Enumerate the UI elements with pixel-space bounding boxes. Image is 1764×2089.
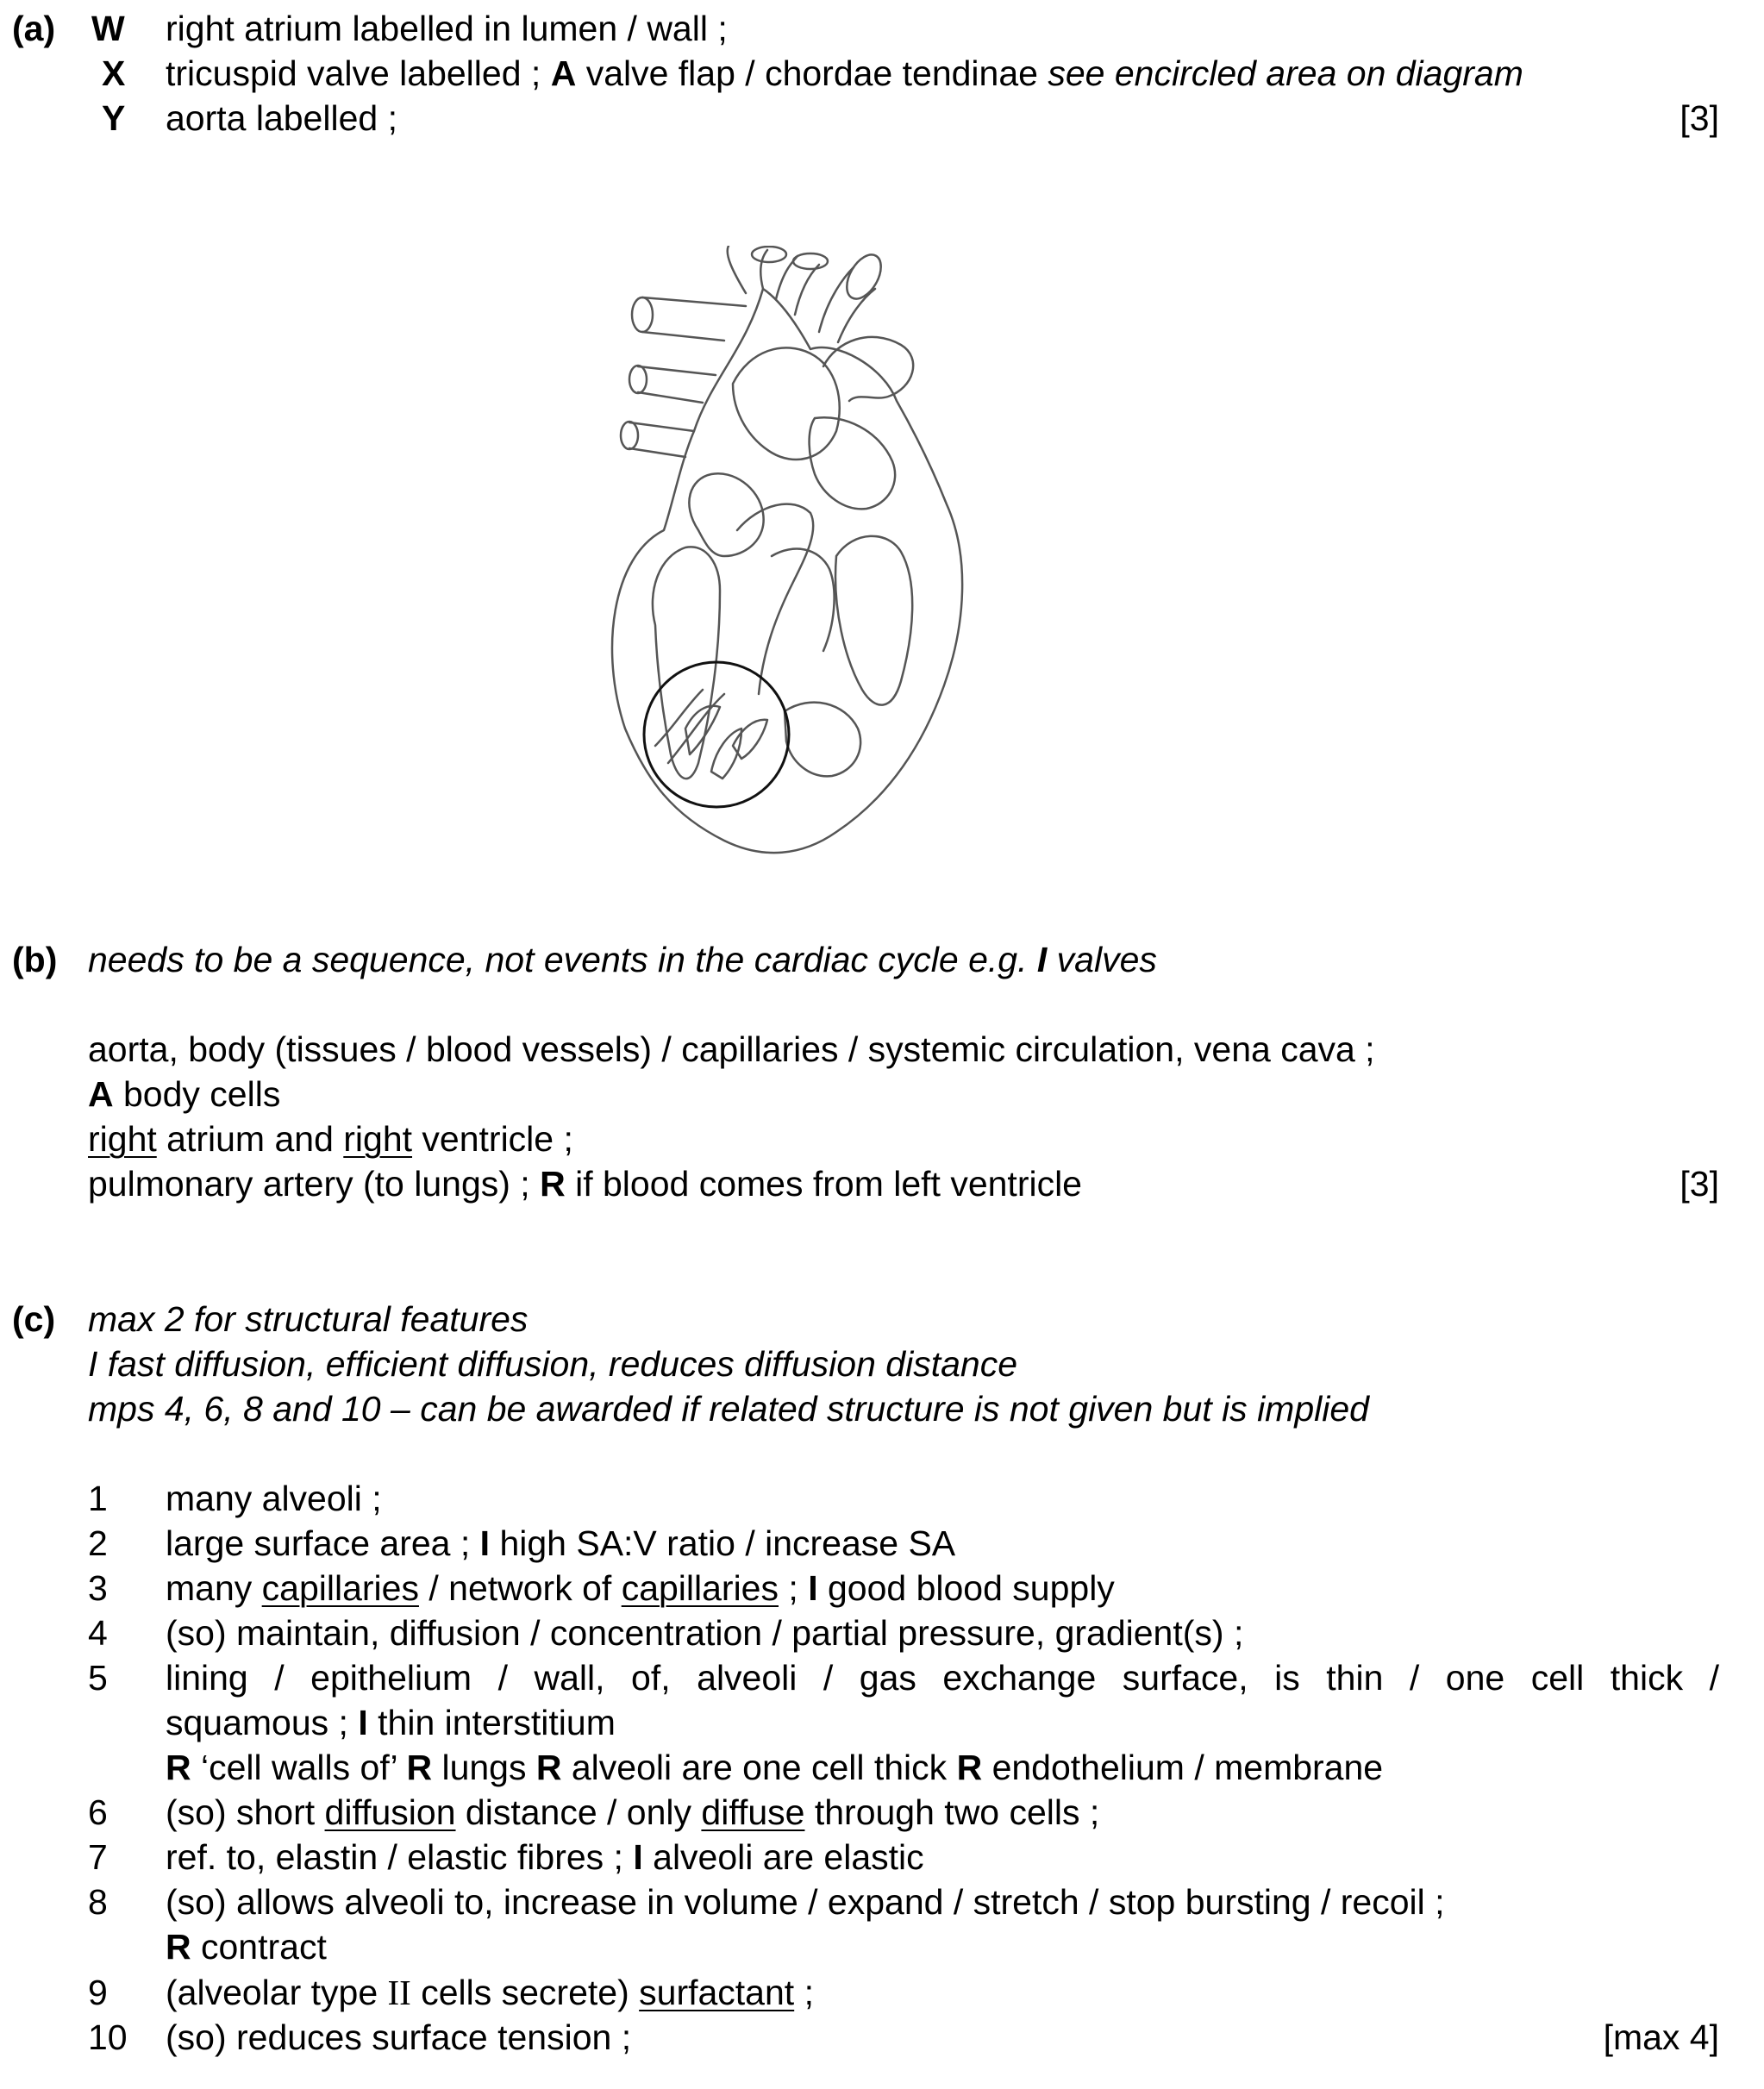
point-part: alveoli are elastic (642, 1837, 924, 1877)
diagram-note: see encircled area on diagram (1048, 53, 1523, 93)
part-a-label: (a) (12, 9, 56, 48)
underlined-word: capillaries (621, 1568, 779, 1608)
vessel-opening-2 (793, 253, 828, 269)
answer-b-line1: aorta, body (tissues / blood vessels) / capillaries / systemic circulation, vena cava ; (88, 1029, 1375, 1069)
point-number: 8 (88, 1882, 108, 1922)
answer-b-text: pulmonary artery (to lungs) ; (88, 1164, 541, 1204)
point-part: large surface area ; (166, 1523, 480, 1563)
point-text: many alveoli ; (166, 1479, 382, 1518)
point-text (166, 1975, 814, 2011)
point-text (166, 1837, 924, 1877)
point-number: 3 (88, 1568, 108, 1608)
point-number: 4 (88, 1613, 108, 1653)
reject-text: ‘cell walls of’ (191, 1748, 407, 1787)
reject-marker: R (166, 1748, 191, 1787)
septum (737, 504, 813, 694)
point-number: 6 (88, 1792, 108, 1832)
guidance-c-3: mps 4, 6, 8 and 10 – can be awarded if related structure is not given but is implied (88, 1389, 1369, 1429)
point-part: thin interstitium (367, 1703, 616, 1742)
point-number: 7 (88, 1837, 108, 1877)
point-part: high SA:V ratio / increase SA (490, 1523, 956, 1563)
point-number: 10 (88, 2017, 128, 2057)
answer-b-text: atrium and (156, 1119, 344, 1159)
answer-b-text: if blood comes from left ventricle (565, 1164, 1082, 1204)
ignore-marker: I (479, 1523, 491, 1563)
reject-text: lungs (432, 1748, 536, 1787)
accept-marker: A (88, 1074, 114, 1114)
answer-b-line4 (88, 1166, 1082, 1202)
answer-w: right atrium labelled in lumen / wall ; (166, 9, 728, 48)
pulmonary-vein-3 (629, 422, 694, 457)
point-part: cells secrete) (410, 1973, 640, 2012)
answer-y: aorta labelled ; (166, 98, 397, 138)
underlined-word: right (88, 1119, 157, 1159)
point-part: squamous ; (166, 1703, 359, 1742)
guidance-c-2: I fast diffusion, efficient diffusion, reduces diffusion distance (88, 1344, 1017, 1384)
point-part: many (166, 1568, 262, 1608)
guidance-b-text: needs to be a sequence, not events in the cardiac cycle e.g. (88, 940, 1037, 979)
underlined-word: diffuse (701, 1792, 805, 1832)
vessel-1 (728, 246, 767, 293)
reject-marker: R (406, 1748, 433, 1787)
marks-b: [3] (1680, 1164, 1719, 1204)
ignore-marker: I (358, 1703, 368, 1742)
valve-flap-3 (733, 720, 767, 759)
ignore-marker: I (633, 1837, 643, 1877)
point-text (166, 1792, 1100, 1832)
ignore-marker: I (808, 1568, 818, 1608)
answer-b-text: ventricle ; (412, 1119, 573, 1159)
point-part: / network of (418, 1568, 622, 1608)
point-text: (so) reduces surface tension ; (166, 2017, 632, 2057)
underlined-word: right (343, 1119, 413, 1159)
point-part: (alveolar type (166, 1973, 388, 2012)
reject-marker: R (956, 1748, 983, 1787)
accept-text: body cells (113, 1074, 281, 1114)
vessel-opening-1 (752, 247, 786, 262)
point-part: ref. to, elastin / elastic fibres ; (166, 1837, 634, 1877)
point-text: (so) maintain, diffusion / concentration / partial pressure, gradient(s) ; (166, 1613, 1244, 1653)
reject-marker: R (535, 1748, 562, 1787)
point-part: good blood supply (817, 1568, 1115, 1608)
reject-line (166, 1750, 1383, 1786)
vessel-opening-3 (840, 249, 888, 304)
key-y: Y (102, 98, 126, 138)
guidance-b (88, 942, 1157, 978)
point-text-cont (166, 1705, 616, 1741)
point-text (166, 1568, 1115, 1608)
heart-diagram (560, 246, 1078, 866)
vein-opening-3 (621, 422, 638, 449)
point-text (166, 1523, 956, 1563)
answer-x-text: tricuspid valve labelled ; (166, 53, 551, 93)
right-atrium (810, 417, 896, 509)
reject-text: contract (191, 1927, 327, 1967)
point-text: (so) allows alveoli to, increase in volume / expand / stretch / stop bursting / recoil ; (166, 1882, 1445, 1922)
point-part: (so) short (166, 1792, 325, 1832)
right-ventricle (835, 536, 912, 705)
point-part: ; (794, 1973, 814, 2012)
reject-text: endothelium / membrane (982, 1748, 1384, 1787)
guidance-b-end: valves (1047, 940, 1157, 979)
point-text: lining / epithelium / wall, of, alveoli / gas exchange surface, is thin / one cell thick / (166, 1658, 1719, 1698)
heart-outline (612, 289, 962, 853)
reject-text: alveoli are one cell thick (561, 1748, 957, 1787)
accept-marker: A (550, 53, 577, 93)
point-text-cont (166, 1927, 327, 1967)
underlined-word: surfactant (639, 1973, 795, 2012)
accept-text: valve flap / chordae tendinae (576, 53, 1048, 93)
part-c-label: (c) (12, 1299, 56, 1339)
point-number: 2 (88, 1523, 108, 1563)
point-number: 5 (88, 1658, 108, 1698)
guidance-c-1: max 2 for structural features (88, 1299, 529, 1339)
point-part: distance / only (455, 1792, 702, 1832)
marks-a: [3] (1680, 98, 1719, 138)
lower-chamber (785, 703, 860, 777)
ignore-marker: I (1036, 940, 1048, 979)
answer-b-line2 (88, 1074, 281, 1114)
underlined-word: capillaries (261, 1568, 419, 1608)
point-number: 9 (88, 1973, 108, 2012)
vein-opening-1 (632, 297, 653, 332)
answer-b-line3 (88, 1119, 573, 1159)
underlined-word: diffusion (324, 1792, 456, 1832)
pulmonary-vein-1 (642, 297, 746, 341)
point-part: ; (779, 1568, 809, 1608)
answer-x (166, 53, 1523, 93)
roman-numeral: II (387, 1973, 411, 2012)
marks-c: [max 4] (1603, 2017, 1719, 2057)
point-number: 1 (88, 1479, 108, 1518)
part-b-label: (b) (12, 940, 58, 979)
pulmonary-vein-2 (638, 366, 716, 403)
reject-marker: R (166, 1927, 191, 1967)
key-w: W (91, 9, 125, 48)
reject-marker: R (540, 1164, 566, 1204)
vein-opening-2 (629, 366, 647, 393)
key-x: X (102, 53, 126, 93)
point-part: through two cells ; (804, 1792, 1100, 1832)
